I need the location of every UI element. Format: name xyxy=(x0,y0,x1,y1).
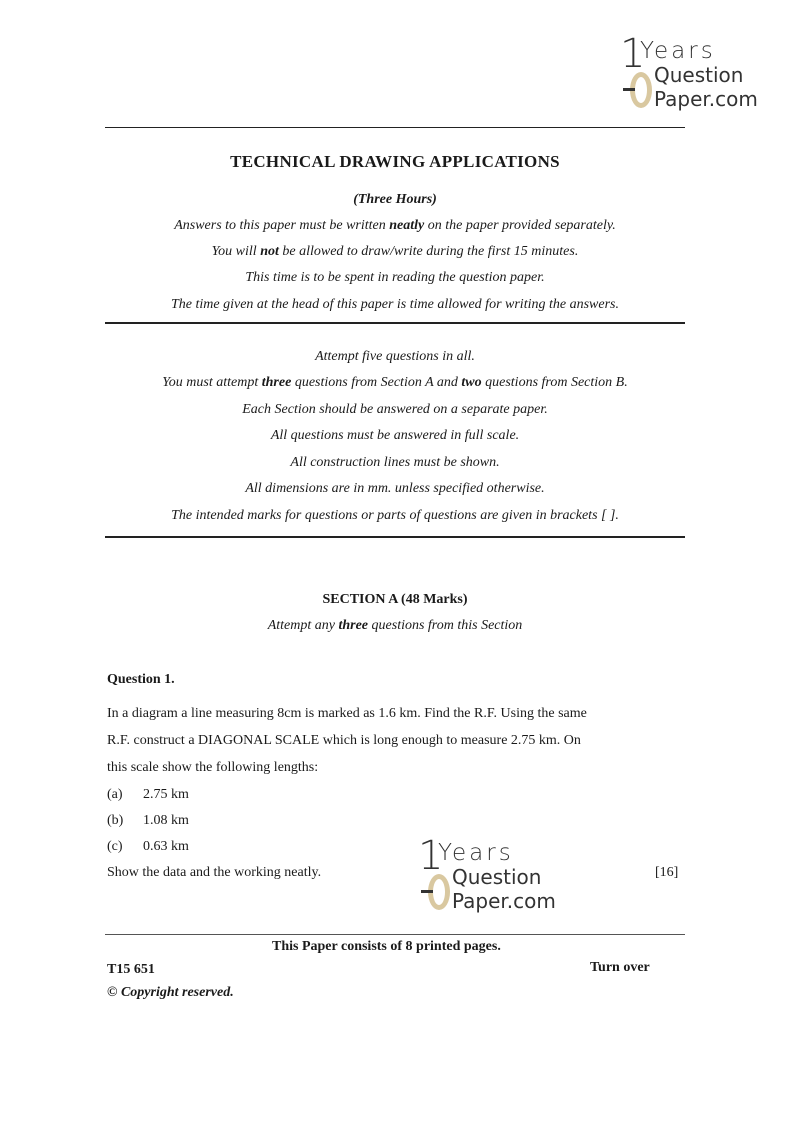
instructions-divider xyxy=(105,536,685,538)
instruction-line-4: All questions must be answered in full scale. xyxy=(270,428,520,443)
turn-over: Turn over xyxy=(590,960,650,975)
section-title: SECTION A (48 Marks) xyxy=(322,592,468,607)
watermark-logo xyxy=(418,833,568,920)
list-item-value: 0.63 km xyxy=(143,839,189,854)
question-marks: [16] xyxy=(655,865,679,880)
question-text-line-1: In a diagram a line measuring 8cm is marked as 1.6 km. Find the R.F. Using the same xyxy=(107,706,587,721)
paper-duration: (Three Hours) xyxy=(353,192,437,207)
question-heading: Question 1. xyxy=(107,672,175,687)
logo-zero-bar xyxy=(421,890,433,893)
instruction-line-2: You must attempt three questions from Section A and two questions from Section B. xyxy=(162,375,628,390)
instruction-line-1: Attempt five questions in all. xyxy=(315,349,475,364)
logo-paper-text: Paper.com xyxy=(452,889,556,913)
list-item-label: (b) xyxy=(107,813,124,828)
logo-digit-one: 1 xyxy=(418,833,444,879)
instruction-line-6: All dimensions are in mm. unless specified otherwise. xyxy=(245,481,545,496)
preamble-line-1: Answers to this paper must be written neatly on the paper provided separately. xyxy=(174,218,616,233)
logo-years-text: Years xyxy=(438,840,514,866)
paper-code: T15 651 xyxy=(107,962,155,977)
question-text-line-2: R.F. construct a DIAGONAL SCALE which is long enough to measure 2.75 km. On xyxy=(107,733,581,748)
logo-question-text: Question xyxy=(452,865,542,889)
list-item-label: (c) xyxy=(107,839,123,854)
logo-digit-one: 1 xyxy=(620,31,646,77)
logo-paper-text: Paper.com xyxy=(654,87,758,111)
logo-zero-bar xyxy=(623,88,635,91)
preamble-line-2: You will not be allowed to draw/write during the first 15 minutes. xyxy=(211,244,579,259)
preamble-line-3: This time is to be spent in reading the question paper. xyxy=(245,270,545,285)
list-item-value: 1.08 km xyxy=(143,813,189,828)
list-item-label: (a) xyxy=(107,787,123,802)
list-item-value: 2.75 km xyxy=(143,787,189,802)
preamble-line-4: The time given at the head of this paper is time allowed for writing the answers. xyxy=(171,297,619,312)
instruction-line-7: The intended marks for questions or parts of questions are given in brackets [ ]. xyxy=(171,508,619,523)
top-divider xyxy=(105,127,685,128)
page-count: This Paper consists of 8 printed pages. xyxy=(272,939,501,954)
instruction-line-5: All construction lines must be shown. xyxy=(290,455,500,470)
instruction-line-3: Each Section should be answered on a separate paper. xyxy=(242,402,548,417)
paper-title: TECHNICAL DRAWING APPLICATIONS xyxy=(230,152,560,171)
footer-divider xyxy=(105,934,685,935)
site-logo xyxy=(620,31,770,118)
question-text-line-3: this scale show the following lengths: xyxy=(107,760,319,775)
question-closing: Show the data and the working neatly. xyxy=(107,865,322,880)
logo-years-text: Years xyxy=(640,38,716,64)
section-subtitle: Attempt any three questions from this Section xyxy=(267,618,523,633)
copyright: © Copyright reserved. xyxy=(107,985,234,1000)
logo-question-text: Question xyxy=(654,63,744,87)
preamble-divider xyxy=(105,322,685,324)
